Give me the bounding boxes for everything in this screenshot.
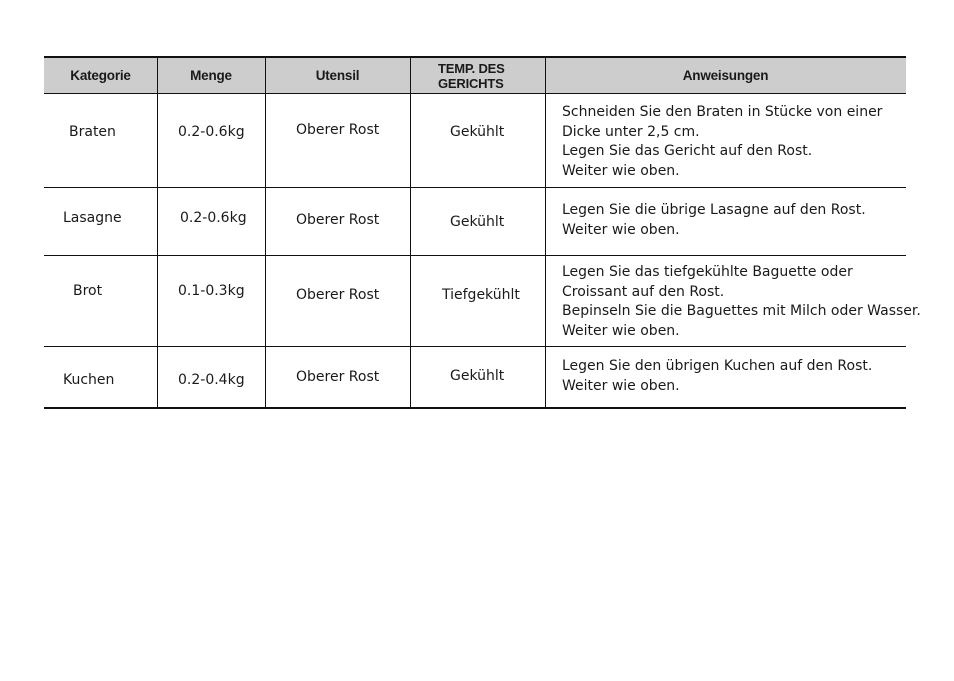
row-utensil: Oberer Rost xyxy=(296,122,380,138)
table-row xyxy=(44,256,921,347)
column-divider xyxy=(410,256,411,346)
instruction-line: Legen Sie den übrigen Kuchen auf den Rost. xyxy=(562,358,873,374)
row-category: Brot xyxy=(73,283,103,299)
header-divider xyxy=(265,58,266,93)
row-temp: Tiefgekühlt xyxy=(442,287,520,303)
header-divider xyxy=(157,58,158,93)
column-divider xyxy=(410,94,411,187)
table-row xyxy=(44,188,906,256)
column-divider xyxy=(410,347,411,407)
row-amount: 0.1-0.3kg xyxy=(178,283,245,299)
row-temp: Gekühlt xyxy=(450,368,505,384)
column-divider xyxy=(410,188,411,255)
instruction-line: Dicke unter 2,5 cm. xyxy=(562,123,700,140)
row-amount: 0.2-0.4kg xyxy=(178,372,245,388)
row-utensil: Oberer Rost xyxy=(296,212,380,228)
instruction-line: Schneiden Sie den Braten in Stücke von einer xyxy=(562,104,883,120)
row-temp: Gekühlt xyxy=(450,124,505,140)
column-divider xyxy=(265,347,266,407)
header-divider xyxy=(410,58,411,93)
row-instructions xyxy=(562,201,866,240)
row-instructions xyxy=(562,357,872,396)
table-row xyxy=(44,347,906,409)
column-divider xyxy=(545,188,546,255)
row-amount: 0.2-0.6kg xyxy=(180,210,247,226)
table-row xyxy=(44,94,906,188)
column-divider xyxy=(157,94,158,187)
instruction-line: Legen Sie das Gericht auf den Rost. xyxy=(562,143,813,159)
instruction-line: Weiter wie oben. xyxy=(562,377,680,394)
header-instructions: Anweisungen xyxy=(682,68,769,83)
instruction-line: Croissant auf den Rost. xyxy=(562,283,725,300)
column-divider xyxy=(265,94,266,187)
column-divider xyxy=(265,256,266,346)
instruction-line: Weiter wie oben. xyxy=(562,322,680,339)
header-divider xyxy=(545,58,546,93)
table-header xyxy=(44,56,906,94)
row-utensil: Oberer Rost xyxy=(296,287,380,303)
instruction-line: Legen Sie die übrige Lasagne auf den Rost. xyxy=(562,202,866,218)
instruction-line: Bepinseln Sie die Baguettes mit Milch oder Wasser. xyxy=(562,303,921,319)
row-amount: 0.2-0.6kg xyxy=(178,124,245,140)
header-temp-line1: TEMP. DES xyxy=(438,60,505,76)
column-divider xyxy=(157,347,158,407)
header-temp-line2: GERICHTS xyxy=(438,75,504,91)
row-category: Kuchen xyxy=(63,372,115,388)
row-temp: Gekühlt xyxy=(450,214,505,230)
column-divider xyxy=(545,94,546,187)
column-divider xyxy=(265,188,266,255)
instruction-line: Weiter wie oben. xyxy=(562,162,680,179)
column-divider xyxy=(157,188,158,255)
row-utensil: Oberer Rost xyxy=(296,369,380,385)
header-utensil: Utensil xyxy=(315,68,360,83)
header-category: Kategorie xyxy=(70,68,131,83)
instruction-line: Weiter wie oben. xyxy=(562,221,680,238)
instruction-line: Legen Sie das tiefgekühlte Baguette oder xyxy=(562,264,853,280)
row-instructions xyxy=(562,103,882,181)
column-divider xyxy=(545,347,546,407)
row-instructions xyxy=(562,263,921,341)
row-category: Braten xyxy=(69,124,116,140)
reheat-table xyxy=(44,56,921,409)
row-category: Lasagne xyxy=(63,210,122,226)
column-divider xyxy=(545,256,546,346)
column-divider xyxy=(157,256,158,346)
header-amount: Menge xyxy=(190,68,232,83)
